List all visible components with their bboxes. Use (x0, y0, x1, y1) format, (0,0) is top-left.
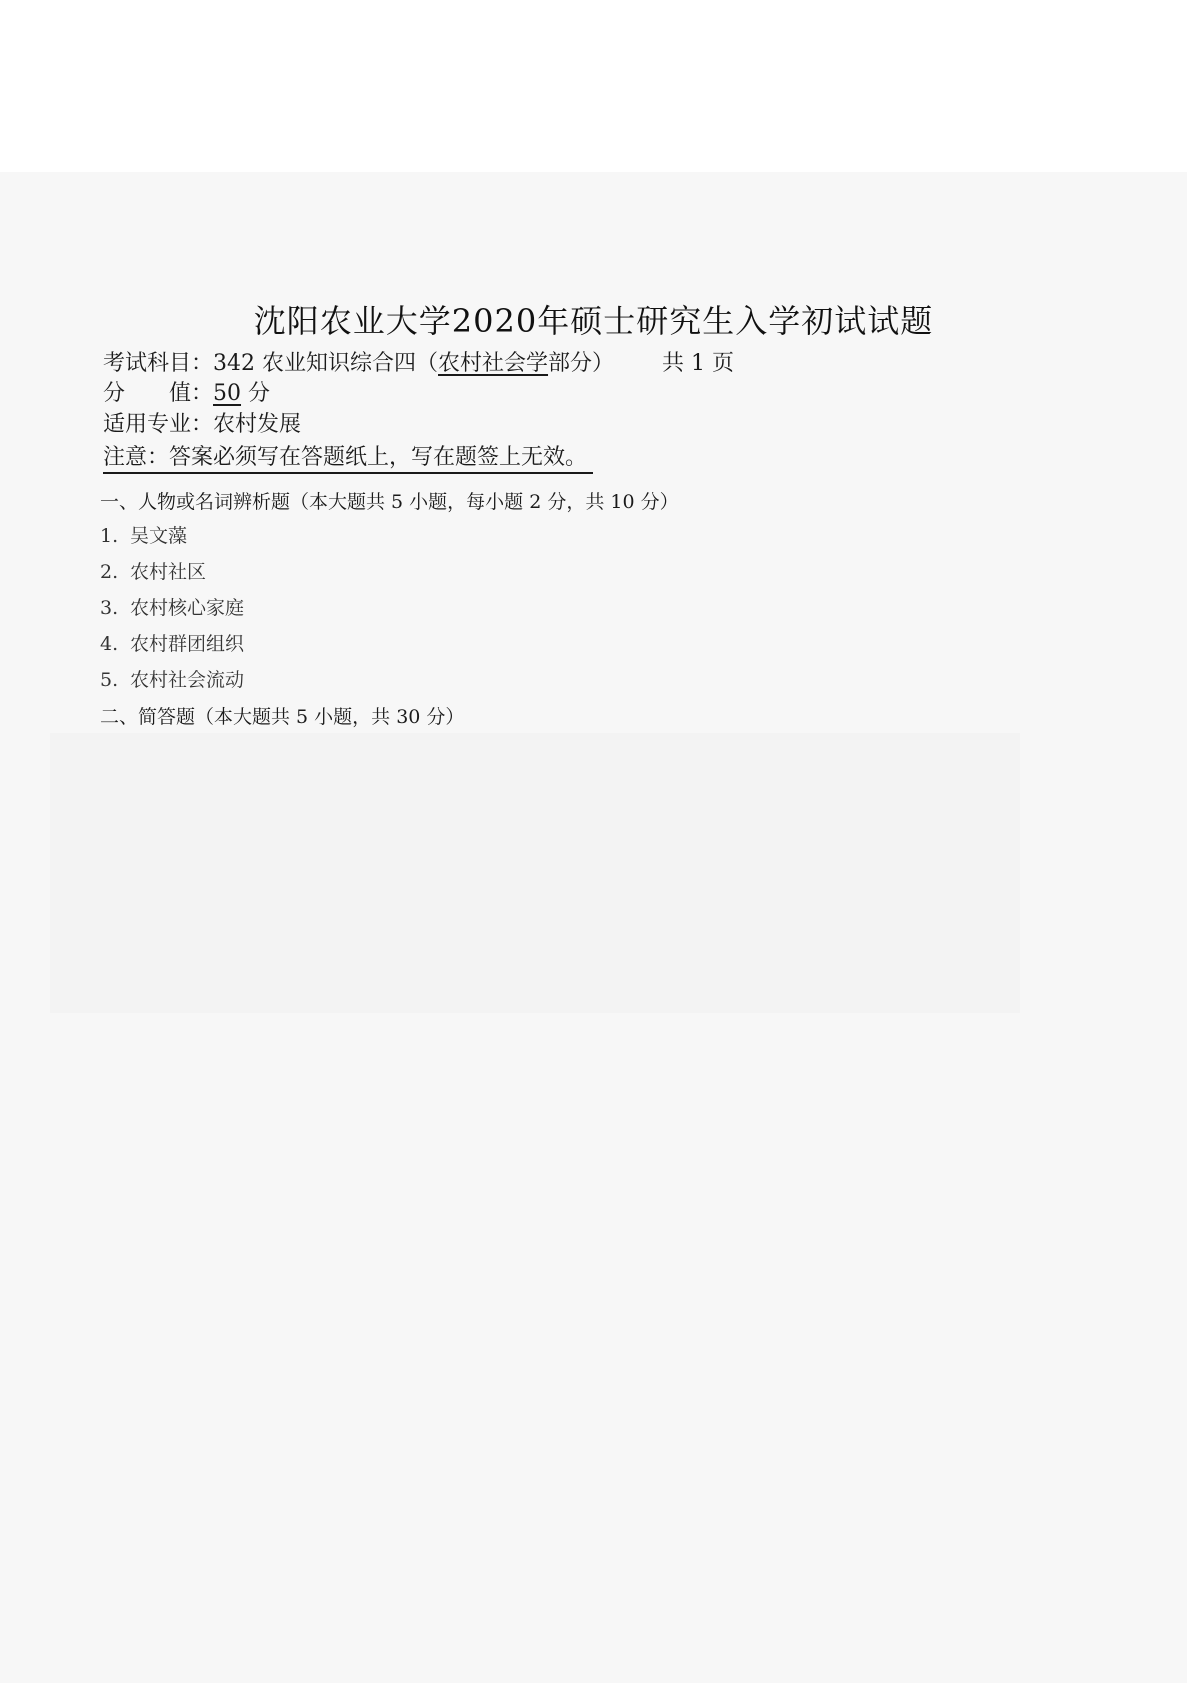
list-item (100, 521, 187, 548)
item-number: 1. (100, 525, 119, 547)
score-value: 50 (213, 381, 242, 406)
subject-line (103, 346, 734, 377)
item-number: 4. (100, 633, 119, 655)
exam-title: 沈阳农业大学2020年硕士研究生入学初试试题 (253, 302, 934, 340)
scan-shade (50, 733, 1020, 1013)
item-number: 2. (100, 561, 119, 583)
major-value: 农村发展 (213, 412, 302, 437)
list-item (100, 629, 244, 656)
major-line (103, 407, 301, 438)
section-2-heading: 二、简答题（本大题共 5 小题，共 30 分） (100, 706, 465, 728)
list-item (100, 593, 244, 620)
list-item (100, 557, 206, 584)
major-label: 适用专业： (103, 412, 214, 437)
score-line (103, 376, 270, 407)
score-label: 分 值： (103, 381, 214, 406)
item-text: 农村社会流动 (130, 669, 245, 691)
notice: 注意：答案必须写在答题纸上，写在题签上无效。 (103, 440, 593, 474)
item-text: 吴文藻 (130, 525, 188, 547)
subject-part: 农村社会学 (438, 351, 549, 376)
page-count: 共 1 页 (662, 351, 735, 376)
subject-part-suffix: 部分） (548, 351, 615, 376)
subject-code-name: 342 农业知识综合四（ (213, 351, 439, 376)
item-number: 5. (100, 669, 119, 691)
item-number: 3. (100, 597, 119, 619)
item-text: 农村群团组织 (130, 633, 245, 655)
item-text: 农村社区 (130, 561, 207, 583)
item-text: 农村核心家庭 (130, 597, 245, 619)
subject-label: 考试科目： (103, 351, 214, 376)
section-1-heading: 一、人物或名词辨析题（本大题共 5 小题，每小题 2 分，共 10 分） (100, 491, 679, 513)
list-item (100, 665, 244, 692)
score-unit: 分 (241, 381, 271, 406)
